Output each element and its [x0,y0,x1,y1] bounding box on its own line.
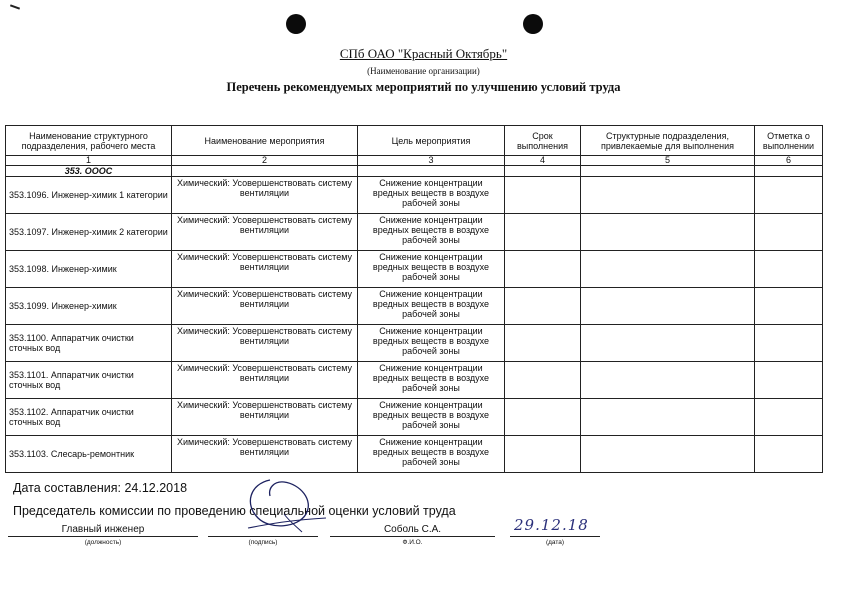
workplace-cell: 353.1096. Инженер-химик 1 категории [6,177,172,214]
term-cell [505,325,581,362]
measure-cell: Химический: Усовершенствовать систему вентиляции [172,325,358,362]
term-cell [505,214,581,251]
workplace-cell: 353.1101. Аппаратчик очистки сточных вод [6,362,172,399]
completion-mark-cell [755,436,823,473]
measure-cell: Химический: Усовершенствовать систему вентиляции [172,251,358,288]
units-cell [581,288,755,325]
signature-icon [240,470,330,536]
column-number: 6 [755,156,823,166]
table-row [6,436,823,473]
units-cell [581,325,755,362]
table-header-row [6,126,823,156]
table-row [6,325,823,362]
goal-cell: Снижение концентрации вредных веществ в воздухе рабочей зоны [358,325,505,362]
punch-hole-right [523,14,543,34]
document-title: Перечень рекомендуемых мероприятий по улучшению условий труда [226,80,621,94]
units-cell [581,362,755,399]
section-row [6,166,823,177]
goal-cell: Снижение концентрации вредных веществ в воздухе рабочей зоны [358,362,505,399]
goal-cell: Снижение концентрации вредных веществ в воздухе рабочей зоны [358,214,505,251]
position-caption: (должность) [84,539,122,546]
units-cell [581,214,755,251]
completion-mark-cell [755,214,823,251]
goal-cell: Снижение концентрации вредных веществ в воздухе рабочей зоны [358,251,505,288]
units-cell [581,177,755,214]
column-header: Отметка о выполнении [755,126,823,156]
term-cell [505,177,581,214]
table-row [6,214,823,251]
commission-chair-line: Председатель комиссии по проведению специальной оценки условий труда [13,504,456,518]
name-caption: Ф.И.О. [402,539,423,546]
workplace-cell: 353.1100. Аппаратчик очистки сточных вод [6,325,172,362]
date-caption: (дата) [545,539,565,546]
compilation-date: Дата составления: 24.12.2018 [13,481,188,495]
position-field: Главный инженер [8,524,198,537]
column-header: Цель мероприятия [358,126,505,156]
workplace-cell: 353.1099. Инженер-химик [6,288,172,325]
term-cell [505,399,581,436]
handwritten-date: 29.12.18 [514,516,589,534]
goal-cell: Снижение концентрации вредных веществ в воздухе рабочей зоны [358,399,505,436]
column-header: Структурные подразделения, привлекаемые для выполнения [581,126,755,156]
workplace-cell: 353.1102. Аппаратчик очистки сточных вод [6,399,172,436]
punch-hole-left [286,14,306,34]
units-cell [581,251,755,288]
completion-mark-cell [755,251,823,288]
table-row [6,399,823,436]
workplace-cell: 353.1103. Слесарь-ремонтник [6,436,172,473]
term-cell [505,436,581,473]
units-cell [581,436,755,473]
empty-cell [358,166,505,177]
table-row [6,251,823,288]
workplace-cell: 353.1097. Инженер-химик 2 категории [6,214,172,251]
workplace-cell: 353.1098. Инженер-химик [6,251,172,288]
measure-cell: Химический: Усовершенствовать систему вентиляции [172,214,358,251]
table-row [6,362,823,399]
organization-caption: (Наименование организации) [367,66,480,76]
measures-table [5,125,823,473]
table-row [6,288,823,325]
name-field: Соболь С.А. [330,524,495,537]
term-cell [505,288,581,325]
completion-mark-cell [755,362,823,399]
term-cell [505,362,581,399]
column-header: Наименование мероприятия [172,126,358,156]
completion-mark-cell [755,399,823,436]
goal-cell: Снижение концентрации вредных веществ в воздухе рабочей зоны [358,177,505,214]
column-number: 4 [505,156,581,166]
column-number: 5 [581,156,755,166]
empty-cell [505,166,581,177]
column-number: 1 [6,156,172,166]
organization-name: СПб ОАО "Красный Октябрь" [339,46,508,61]
section-title: 353. ОООС [6,166,172,177]
column-number: 3 [358,156,505,166]
completion-mark-cell [755,177,823,214]
measure-cell: Химический: Усовершенствовать систему вентиляции [172,177,358,214]
completion-mark-cell [755,288,823,325]
measure-cell: Химический: Усовершенствовать систему вентиляции [172,362,358,399]
goal-cell: Снижение концентрации вредных веществ в воздухе рабочей зоны [358,436,505,473]
term-cell [505,251,581,288]
scan-mark [10,4,20,9]
measure-cell: Химический: Усовершенствовать систему вентиляции [172,288,358,325]
empty-cell [581,166,755,177]
signature-caption: (подпись) [248,539,278,546]
column-header: Срок выполнения [505,126,581,156]
empty-cell [755,166,823,177]
column-header: Наименование структурного подразделения, рабочего места [6,126,172,156]
column-number: 2 [172,156,358,166]
measure-cell: Химический: Усовершенствовать систему вентиляции [172,399,358,436]
column-numbers-row [6,156,823,166]
measure-cell: Химический: Усовершенствовать систему вентиляции [172,436,358,473]
goal-cell: Снижение концентрации вредных веществ в воздухе рабочей зоны [358,288,505,325]
completion-mark-cell [755,325,823,362]
units-cell [581,399,755,436]
empty-cell [172,166,358,177]
table-row [6,177,823,214]
